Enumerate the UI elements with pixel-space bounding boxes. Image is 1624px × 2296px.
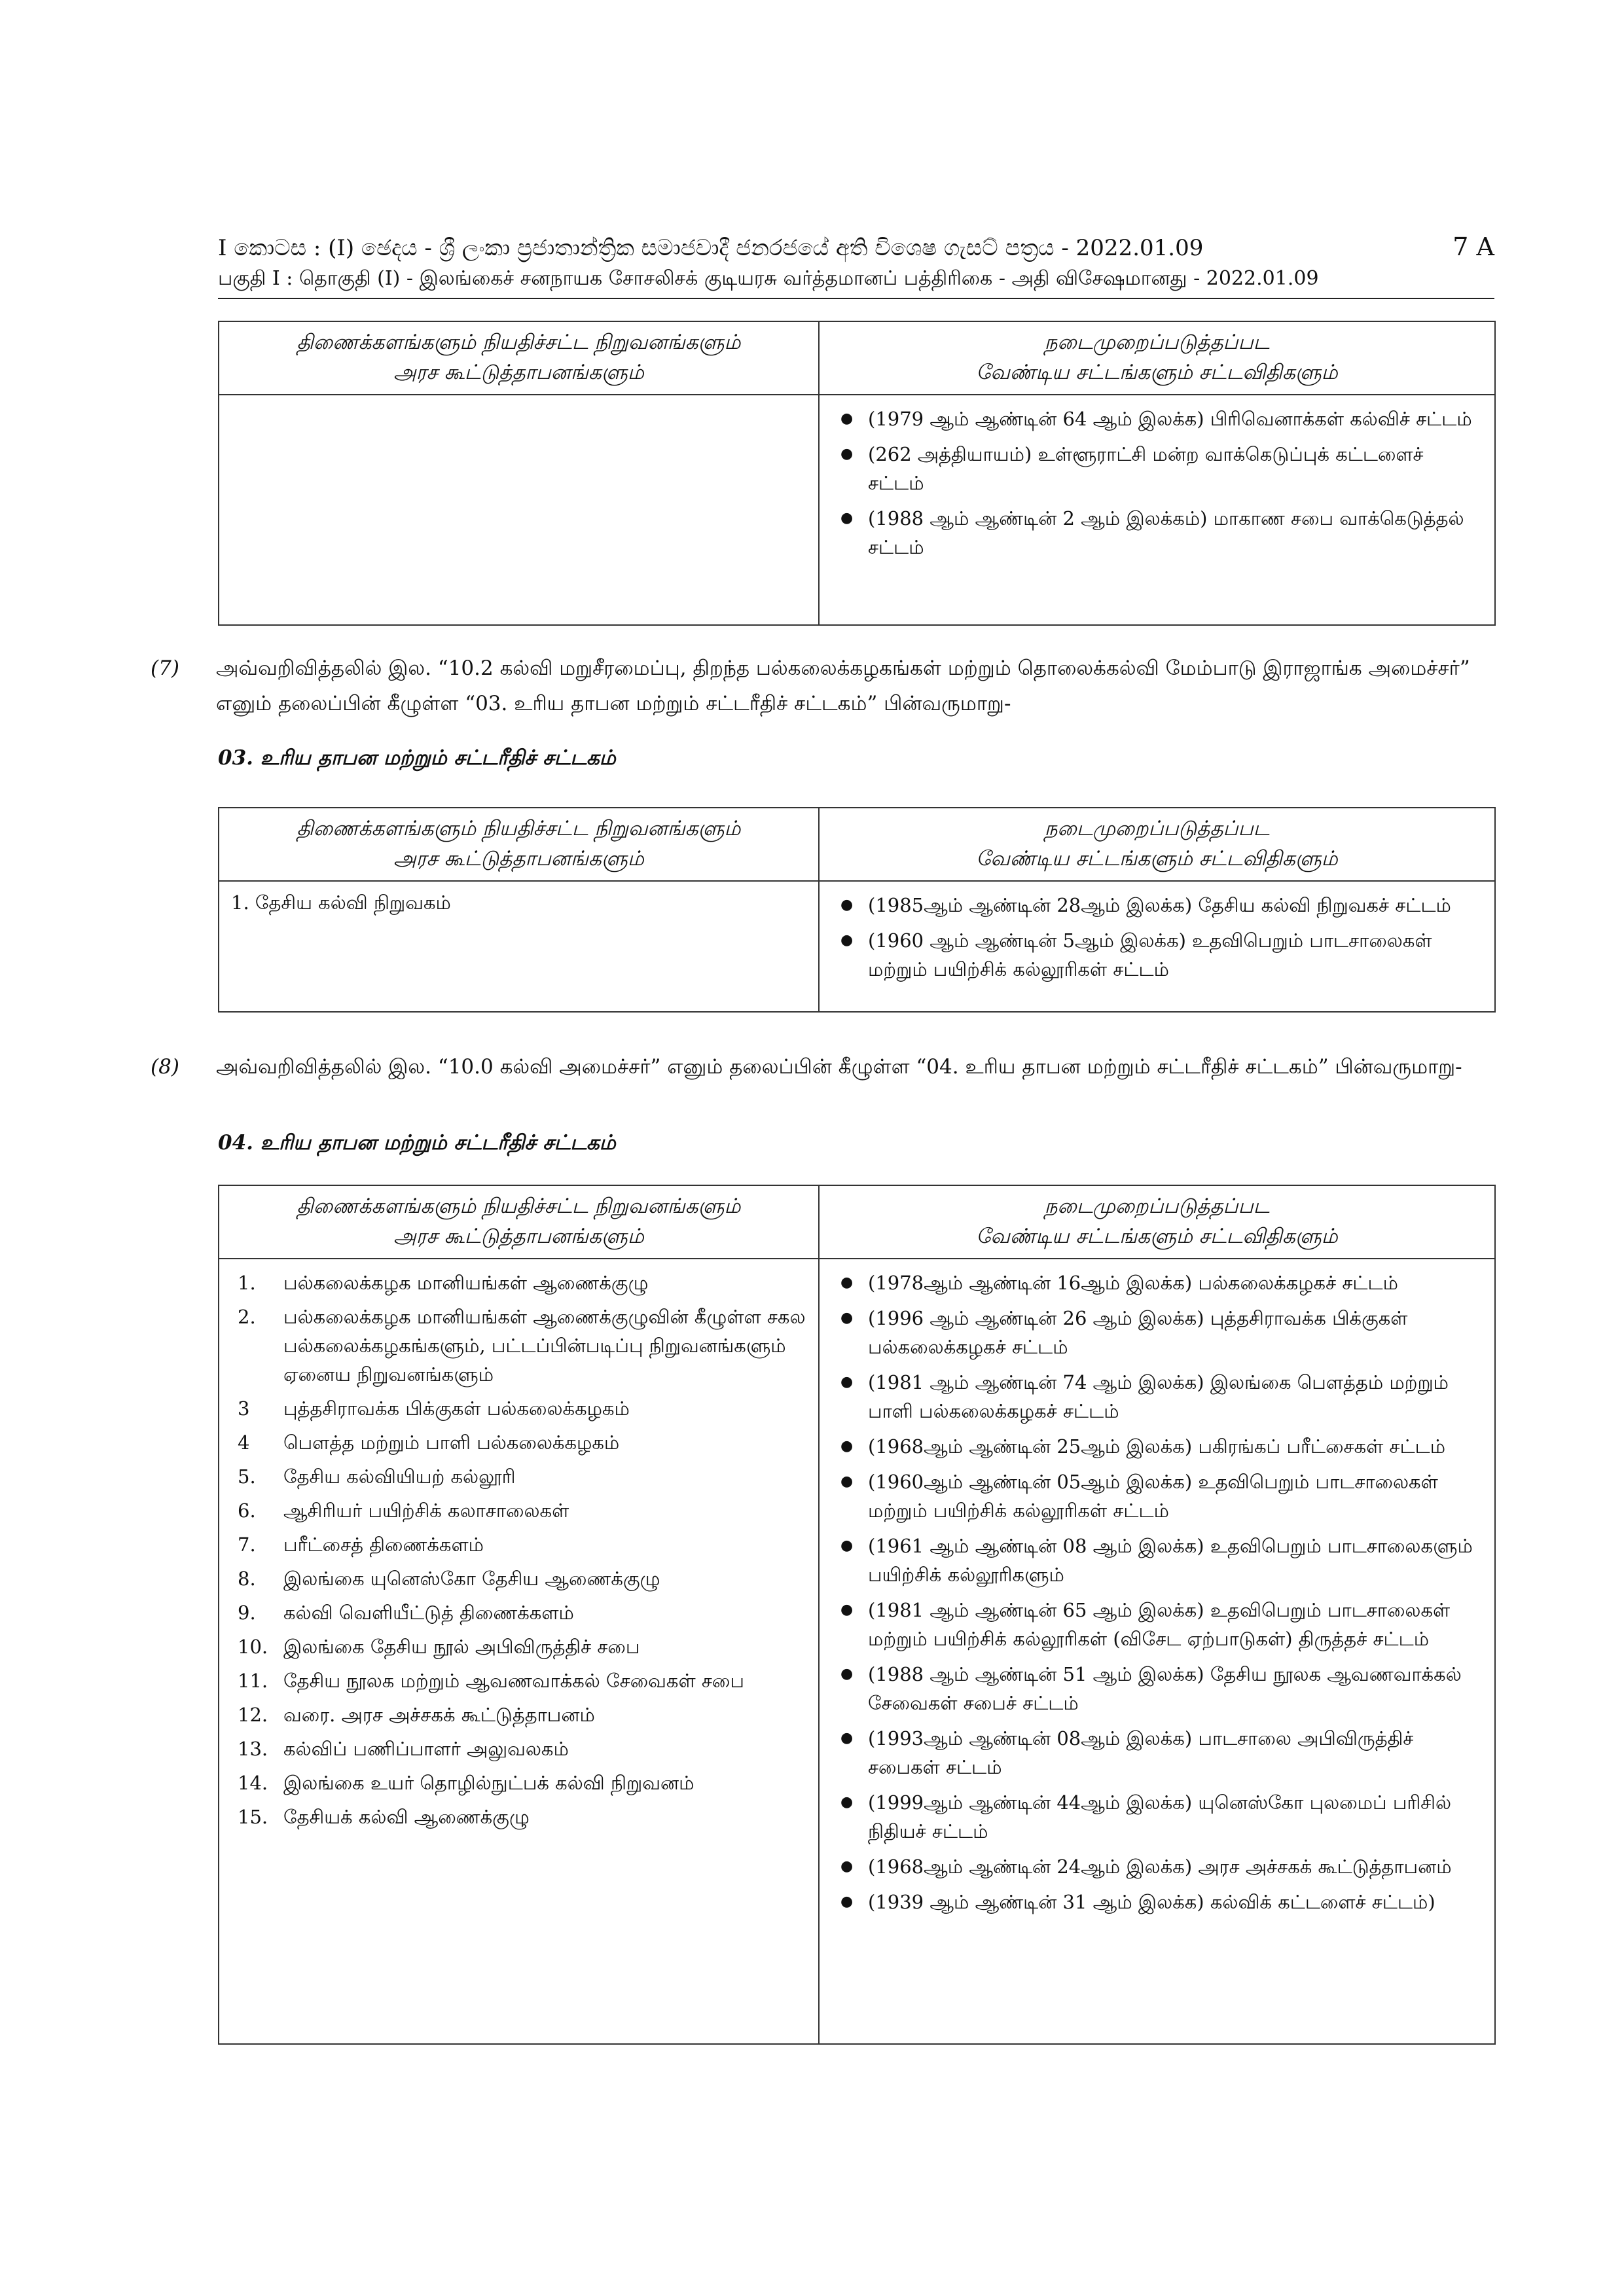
list-item: ● (1988 ஆம் ஆண்டின் 2 ஆம் இலக்கம்) மாகாண சபை வாக்கெடுத்தல் சட்டம் bbox=[831, 504, 1483, 562]
col1-header-line1: திணைக்களங்களும் நியதிச்சட்ட நிறுவனங்களும் bbox=[297, 331, 741, 354]
item-number: 7. bbox=[238, 1534, 256, 1556]
list-item: ● (1999ஆம் ஆண்டின் 44ஆம் இலக்க) யுனெஸ்கோ புலமைப் பரிசில் நிதியச் சட்டம் bbox=[831, 1788, 1483, 1846]
list-item bbox=[231, 1530, 806, 1559]
item-text: இலங்கை தேசிய நூல் அபிவிருத்திச் சபை bbox=[283, 1636, 640, 1658]
table3-col2-cell bbox=[819, 1259, 1495, 2044]
list-item bbox=[231, 1700, 806, 1729]
item-number: 9. bbox=[238, 1602, 256, 1624]
col1-header-line2: அரச கூட்டுத்தாபனங்களும் bbox=[393, 847, 644, 870]
table2-col2-cell bbox=[819, 881, 1495, 1012]
item-text: புத்தசிராவக்க பிக்குகள் பல்கலைக்கழகம் bbox=[283, 1397, 630, 1420]
list-item bbox=[231, 1666, 806, 1695]
col1-header-line1: திணைக்களங்களும் நியதிச்சட்ட நிறுவனங்களும் bbox=[297, 817, 741, 840]
page-header bbox=[218, 232, 1494, 294]
item-number: 2. bbox=[238, 1306, 256, 1328]
table1-col1-cell bbox=[219, 395, 819, 625]
paragraph-7 bbox=[151, 651, 1494, 721]
list-item: ● (1968ஆம் ஆண்டின் 25ஆம் இலக்க) பகிரங்கப் பரீட்சைகள் சட்டம் bbox=[831, 1432, 1483, 1461]
item-text: இலங்கை யுனெஸ்கோ தேசிய ஆணைக்குழு bbox=[283, 1568, 660, 1590]
col2-header-line1: நடைமுறைப்படுத்தப்பட bbox=[1044, 817, 1270, 840]
item-number: 1. bbox=[238, 1272, 256, 1294]
list-item bbox=[231, 1394, 806, 1423]
item-number: 8. bbox=[238, 1568, 256, 1590]
list-item: ● (1960 ஆம் ஆண்டின் 5ஆம் இலக்க) உதவிபெறும் பாடசாலைகள் மற்றும் பயிற்சிக் கல்லூரிகள் சட்டம் bbox=[831, 926, 1483, 984]
item-text: பரீட்சைத் திணைக்களம் bbox=[283, 1534, 484, 1556]
col2-header-line2: வேண்டிய சட்டங்களும் சட்டவிதிகளும் bbox=[976, 847, 1338, 870]
table2-col1-cell bbox=[219, 881, 819, 1012]
item-number: 5. bbox=[238, 1465, 256, 1488]
list-item: ● (1961 ஆம் ஆண்டின் 08 ஆம் இலக்க) உதவிபெறும் பாடசாலைகளும் பயிற்சிக் கல்லூரிகளும் bbox=[831, 1532, 1483, 1589]
list-item: ● (1988 ஆம் ஆண்டின் 51 ஆம் இலக்க) தேசிய நூலக ஆவணவாக்கல் சேவைகள் சபைச் சட்டம் bbox=[831, 1660, 1483, 1717]
list-item bbox=[231, 1496, 806, 1525]
item-text: பௌத்த மற்றும் பாளி பல்கலைக்கழகம் bbox=[283, 1431, 620, 1454]
list-item: ● (1978ஆம் ஆண்டின் 16ஆம் இலக்க) பல்கலைக்கழகச் சட்டம் bbox=[831, 1268, 1483, 1297]
item-text: தேசிய கல்வியியற் கல்லூரி bbox=[283, 1465, 516, 1488]
list-item: ● (262 அத்தியாயம்) உள்ளூராட்சி மன்ற வாக்கெடுப்புக் கட்டளைச் சட்டம் bbox=[831, 440, 1483, 497]
item-text: தேசிய நூலக மற்றும் ஆவணவாக்கல் சேவைகள் சபை bbox=[283, 1670, 744, 1692]
header-divider bbox=[218, 298, 1494, 299]
col1-header bbox=[219, 1185, 819, 1259]
col1-header bbox=[219, 808, 819, 881]
list-item bbox=[231, 1268, 806, 1297]
col2-header-line1: நடைமுறைப்படுத்தப்பட bbox=[1044, 331, 1270, 354]
table1-col2-cell bbox=[819, 395, 1495, 625]
list-item bbox=[231, 1564, 806, 1593]
header-sinhala: I කොටස : (I) ඡෙදය - ශ්‍රී ලංකා ප්‍රජාතාන්ත්‍රික සමාජවාදී ජනරජයේ අති විශෙෂ ගැසට් පත්‍රය - 2022.01.09 bbox=[218, 235, 1204, 261]
list-item: ● (1960ஆம் ஆண்டின் 05ஆம் இலக்க) உதவிபெறும் பாடசாலைகள் மற்றும் பயிற்சிக் கல்லூரிகள் சட்டம் bbox=[831, 1467, 1483, 1525]
col2-header bbox=[819, 1185, 1495, 1259]
col2-header bbox=[819, 808, 1495, 881]
table-section-04 bbox=[218, 1185, 1496, 2045]
paragraph-text: அவ்வறிவித்தலில் இல. “10.0 கல்வி அமைச்சர்” எனும் தலைப்பின் கீழுள்ள “04. உரிய தாபன மற்றும் சட்டரீதிச் சட்டகம்” பின்வருமாறு- bbox=[216, 1055, 1462, 1079]
item-text: ஆசிரியர் பயிற்சிக் கலாசாலைகள் bbox=[283, 1499, 569, 1522]
list-item bbox=[231, 1734, 806, 1763]
item-text: பல்கலைக்கழக மானியங்கள் ஆணைக்குழு bbox=[283, 1272, 649, 1294]
item-number: 15. bbox=[238, 1806, 268, 1828]
list-item bbox=[231, 1803, 806, 1831]
page-number: 7 A bbox=[1453, 232, 1494, 261]
list-item bbox=[231, 1462, 806, 1491]
list-item bbox=[231, 1768, 806, 1797]
col1-header-line2: அரச கூட்டுத்தாபனங்களும் bbox=[393, 1225, 644, 1248]
list-item bbox=[231, 1598, 806, 1627]
section-heading-03: 03. உரிய தாபன மற்றும் சட்டரீதிச் சட்டகம் bbox=[218, 746, 616, 770]
paragraph-text: அவ்வறிவித்தலில் இல. “10.2 கல்வி மறுசீரமைப்பு, திறந்த பல்கலைக்கழகங்கள் மற்றும் தொலைக்கல்வி மேம்பாடு இராஜாங்க அமைச்சர்” எனும் தலைப்பின் கீழுள்ள “03. உரிய தாபன மற்றும் சட்டரீதிச் சட்டகம்” பின்வருமாறு- bbox=[216, 656, 1470, 715]
list-item: ● (1993ஆம் ஆண்டின் 08ஆம் இலக்க) பாடசாலை அபிவிருத்திச் சபைகள் சட்டம் bbox=[831, 1724, 1483, 1782]
list-item: ● (1981 ஆம் ஆண்டின் 65 ஆம் இலக்க) உதவிபெறும் பாடசாலைகள் மற்றும் பயிற்சிக் கல்லூரிகள் (விசேட ஏற்பாடுகள்) திருத்தச் சட்டம் bbox=[831, 1596, 1483, 1653]
item-number: 11. bbox=[238, 1670, 268, 1692]
col1-header bbox=[219, 321, 819, 395]
section-heading-04: 04. உரிய தாபன மற்றும் சட்டரீதிச் சட்டகம் bbox=[218, 1131, 616, 1155]
item-number: 4 bbox=[238, 1431, 250, 1454]
item-number: 13. bbox=[238, 1738, 268, 1760]
list-item: ● (1939 ஆம் ஆண்டின் 31 ஆம் இலக்க) கல்விக் கட்டளைச் சட்டம்) bbox=[831, 1888, 1483, 1916]
paragraph-number: (7) bbox=[151, 656, 179, 680]
paragraph-8 bbox=[151, 1049, 1494, 1085]
list-item bbox=[231, 1302, 806, 1389]
paragraph-number: (8) bbox=[151, 1055, 179, 1079]
item-text: இலங்கை உயர் தொழில்நுட்பக் கல்வி நிறுவனம் bbox=[283, 1772, 695, 1794]
header-tamil: பகுதி I : தொகுதி (I) - இலங்கைச் சனநாயக சோசலிசக் குடியரசு வர்த்தமானப் பத்திரிகை - அதி விசேஷமானது - 2022.01.09 bbox=[218, 267, 1319, 290]
item-number: 3 bbox=[238, 1397, 250, 1420]
col2-header-line1: நடைமுறைப்படுத்தப்பட bbox=[1044, 1194, 1270, 1218]
list-item: ● (1979 ஆம் ஆண்டின் 64 ஆம் இலக்க) பிரிவெனாக்கள் கல்விச் சட்டம் bbox=[831, 404, 1483, 433]
item-number: 12. bbox=[238, 1704, 268, 1726]
item-number: 6. bbox=[238, 1499, 256, 1522]
item-text: கல்வி வெளியீட்டுத் திணைக்களம் bbox=[283, 1602, 574, 1624]
list-item: 1. தேசிய கல்வி நிறுவகம் bbox=[231, 891, 451, 914]
table-section-03 bbox=[218, 807, 1496, 1013]
col2-header-line2: வேண்டிய சட்டங்களும் சட்டவிதிகளும் bbox=[976, 1225, 1338, 1248]
item-text: தேசியக் கல்வி ஆணைக்குழு bbox=[283, 1806, 530, 1828]
item-number: 14. bbox=[238, 1772, 268, 1794]
item-text: கல்விப் பணிப்பாளர் அலுவலகம் bbox=[283, 1738, 569, 1760]
list-item: ● (1968ஆம் ஆண்டின் 24ஆம் இலக்க) அரச அச்சகக் கூட்டுத்தாபனம் bbox=[831, 1852, 1483, 1881]
col2-header-line2: வேண்டிய சட்டங்களும் சட்டவிதிகளும் bbox=[976, 361, 1338, 384]
list-item: ● (1981 ஆம் ஆண்டின் 74 ஆம் இலக்க) இலங்கை பௌத்தம் மற்றும் பாளி பல்கலைக்கழகச் சட்டம் bbox=[831, 1368, 1483, 1426]
list-item: ● (1985ஆம் ஆண்டின் 28ஆம் இலக்க) தேசிய கல்வி நிறுவகச் சட்டம் bbox=[831, 891, 1483, 920]
item-number: 10. bbox=[238, 1636, 268, 1658]
list-item bbox=[231, 1632, 806, 1661]
item-text: வரை. அரச அச்சகக் கூட்டுத்தாபனம் bbox=[283, 1704, 595, 1726]
list-item bbox=[231, 1428, 806, 1457]
col1-header-line2: அரச கூட்டுத்தாபனங்களும் bbox=[393, 361, 644, 384]
col2-header bbox=[819, 321, 1495, 395]
item-text: பல்கலைக்கழக மானியங்கள் ஆணைக்குழுவின் கீழுள்ள சகல பல்கலைக்கழகங்களும், பட்டப்பின்படிப்பு நிறுவனங்களும் ஏனைய நிறுவனங்களும் bbox=[283, 1306, 806, 1386]
table3-col1-cell bbox=[219, 1259, 819, 2044]
table-continuation bbox=[218, 321, 1496, 626]
list-item: ● (1996 ஆம் ஆண்டின் 26 ஆம் இலக்க) புத்தசிராவக்க பிக்குகள் பல்கலைக்கழகச் சட்டம் bbox=[831, 1304, 1483, 1361]
col1-header-line1: திணைக்களங்களும் நியதிச்சட்ட நிறுவனங்களும் bbox=[297, 1194, 741, 1218]
